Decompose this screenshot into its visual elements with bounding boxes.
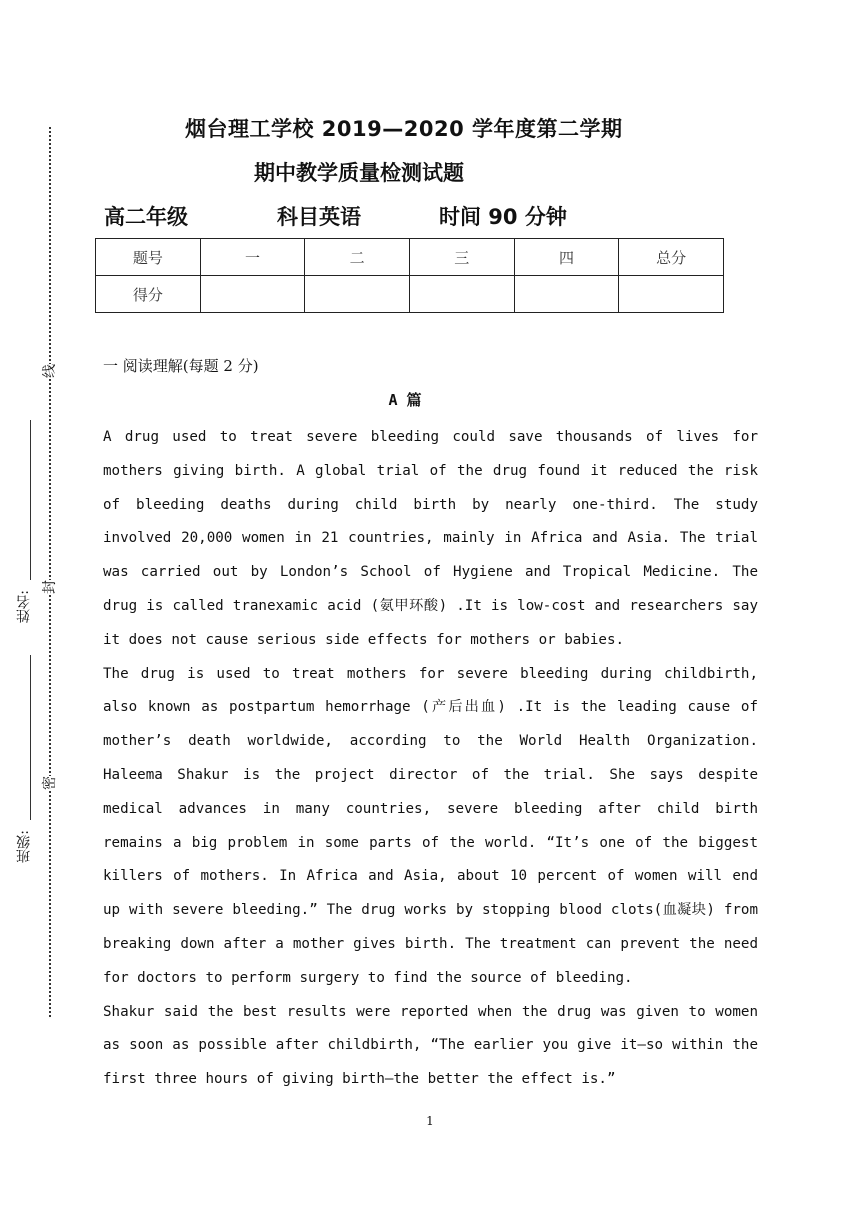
- time-label: 时间 90 分钟: [439, 205, 567, 229]
- score-cell[interactable]: [305, 276, 410, 313]
- score-cell[interactable]: [409, 276, 514, 313]
- binding-mark-feng: 封: [42, 580, 58, 594]
- table-header-cell: 题号: [96, 239, 201, 276]
- score-cell[interactable]: [200, 276, 305, 313]
- total-score-cell[interactable]: [619, 276, 724, 313]
- section-title: 一 阅读理解(每题 2 分): [103, 357, 259, 375]
- score-table-score-row: [96, 276, 724, 313]
- name-underline: [30, 420, 31, 580]
- table-header-cell: 三: [409, 239, 514, 276]
- score-table: [95, 238, 724, 313]
- passage-body: [103, 421, 758, 1097]
- page-number: 1: [426, 1114, 434, 1128]
- class-underline: [30, 655, 31, 820]
- table-header-cell: 二: [305, 239, 410, 276]
- class-label: 班级:: [16, 830, 32, 863]
- binding-dotted-line: [49, 127, 51, 1017]
- passage-paragraph: The drug is used to treat mothers for severe bleeding during childbirth, also known as postpartum hemorrhage (产后出血) .It is the leading cause of mother’s death worldwide, according to the World Health Organization. Haleema Shakur is the project director of the trial. She says despite medical advances in many countries, severe bleeding after child birth remains a big problem in some parts of the world. “It’s one of the biggest killers of mothers. In Africa and Asia, about 10 percent of women will end up with severe bleeding.” The drug works by stopping blood clots(血凝块) from breaking down after a mother gives birth. The treatment can prevent the need for doctors to perform surgery to find the source of bleeding.: [103, 665, 758, 986]
- score-table-header-row: [96, 239, 724, 276]
- grade-label: 高二年级: [104, 205, 188, 229]
- passage-paragraph: A drug used to treat severe bleeding could save thousands of lives for mothers giving birth. A global trial of the drug found it reduced the risk of bleeding deaths during child birth by nearly one-third. The study involved 20,000 women in 21 countries, mainly in Africa and Asia. The trial was carried out by London’s School of Hygiene and Tropical Medicine. The drug is called tranexamic acid (氨甲环酸) .It is low-cost and researchers say it does not cause serious side effects for mothers or babies.: [103, 429, 758, 648]
- table-row-label: 得分: [96, 276, 201, 313]
- exam-subtitle: 期中教学质量检测试题: [254, 161, 464, 185]
- name-label: 姓名:: [16, 590, 32, 623]
- binding-mark-mi: 密: [42, 776, 58, 790]
- table-header-cell: 总分: [619, 239, 724, 276]
- exam-title: 烟台理工学校 2019—2020 学年度第二学期: [185, 117, 623, 141]
- binding-mark-xian: 线: [42, 364, 58, 378]
- table-header-cell: 一: [200, 239, 305, 276]
- passage-title: A 篇: [388, 391, 422, 409]
- score-cell[interactable]: [514, 276, 619, 313]
- subject-label: 科目英语: [277, 205, 361, 229]
- table-header-cell: 四: [514, 239, 619, 276]
- passage-paragraph: Shakur said the best results were reported when the drug was given to women as soon as possible after childbirth, “The earlier you give it—so within the first three hours of giving birth—the better the effect is.”: [103, 1003, 758, 1088]
